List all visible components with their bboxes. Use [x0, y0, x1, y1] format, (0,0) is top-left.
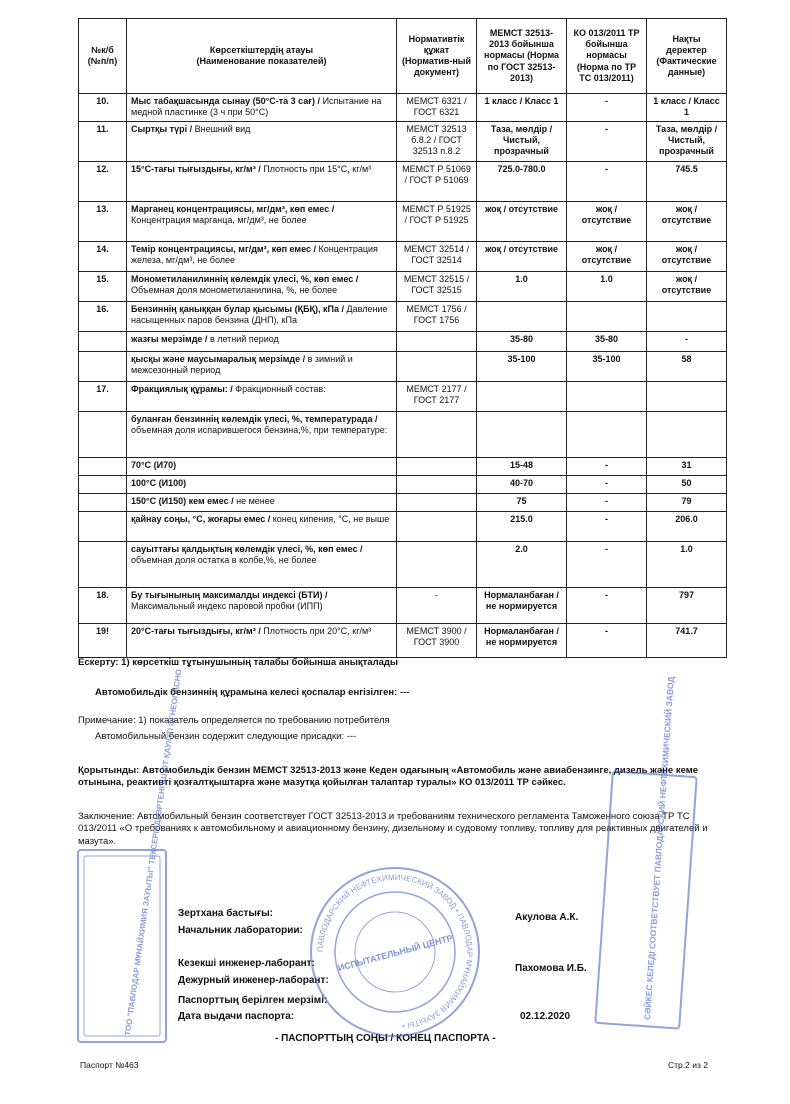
col-doc-header: Нормативтік құжат (Норматив-ный документ)	[397, 19, 477, 94]
left-stamp-text: ТОО "ПАВЛОДАР МҰНАЙХИМИЯ ЗАУЫТЫ" ТЕКСЕРІЛДІ ӨРТЕНГІШ ОТ ҚАУІПТІ ОГНЕОПАСНО	[123, 668, 184, 1037]
row-number	[79, 541, 127, 587]
indicator-name-ru: не менее	[236, 495, 275, 506]
actual-value: Таза, мөлдір / Чистый, прозрачный	[647, 121, 727, 161]
actual-value	[647, 381, 727, 411]
indicator-name	[127, 161, 397, 201]
tr-norm: -	[567, 94, 647, 122]
tr-norm: жоқ / отсутствие	[567, 201, 647, 241]
indicator-name	[127, 94, 397, 122]
normative-doc: МЕМСТ 6321 / ГОСТ 6321	[397, 94, 477, 122]
normative-doc: МЕМСТ Р 51925 / ГОСТ Р 51925	[397, 201, 477, 241]
lab-head-label-ru: Начальник лаборатории:	[178, 925, 303, 936]
indicator-name-ru: в зимний и межсезонный период	[131, 353, 353, 375]
normative-doc	[397, 457, 477, 475]
conclusion-ru: Заключение: Автомобильный бензин соответствует ГОСТ 32513-2013 и требованиям технического регламента Таможенного союза ТР ТС 013/2011 «О требованиях к автомобильному и авиационному бензину, дизельному и судовому топливу, топливу для реактивных двигателей и мазута».	[78, 811, 708, 847]
col-name-ru: (Наименование показателей)	[196, 56, 327, 66]
row-number	[79, 457, 127, 475]
table-row	[79, 457, 727, 475]
indicator-name	[127, 457, 397, 475]
actual-value: 79	[647, 493, 727, 511]
actual-value: жоқ / отсутствие	[647, 241, 727, 271]
indicator-name-ru: объемная доля испарившегося бензина,%, при температуре:	[131, 424, 388, 435]
actual-value: 31	[647, 457, 727, 475]
indicator-name-ru: конец кипения, °С, не выше	[272, 513, 390, 524]
indicator-name	[127, 241, 397, 271]
gost-norm: 1 класс / Класс 1	[477, 94, 567, 122]
note-ru: Примечание: 1) показатель определяется по требованию потребителя	[78, 715, 390, 726]
table-header-row	[79, 19, 727, 94]
gost-norm: 35-100	[477, 351, 567, 381]
table-row	[79, 121, 727, 161]
indicator-name-kk: Монометиланилиннің көлемдік үлесі, %, көп емес /	[131, 273, 359, 284]
gost-norm	[477, 411, 567, 457]
normative-doc: МЕМСТ 3900 / ГОСТ 3900	[397, 623, 477, 657]
col-fact-header: Нақты деректер (Фактические данные)	[647, 19, 727, 94]
gost-norm	[477, 301, 567, 331]
tr-norm: -	[567, 493, 647, 511]
col-num-header: №к/б (№п/п)	[79, 19, 127, 94]
normative-doc	[397, 351, 477, 381]
table-row	[79, 475, 727, 493]
gost-norm: 725.0-780.0	[477, 161, 567, 201]
row-number	[79, 411, 127, 457]
indicator-name	[127, 331, 397, 351]
col-tr-header: КО 013/2011 ТР бойынша нормасы (Норма по ТР ТС 013/2011)	[567, 19, 647, 94]
actual-value: жоқ / отсутствие	[647, 271, 727, 301]
normative-doc	[397, 475, 477, 493]
row-number	[79, 511, 127, 541]
indicator-name	[127, 493, 397, 511]
normative-doc: -	[397, 587, 477, 623]
indicator-name	[127, 271, 397, 301]
indicator-name	[127, 381, 397, 411]
indicator-name-ru: Максимальный индекс паровой пробки (ИПП)	[131, 600, 323, 611]
gost-norm: Таза, мөлдір / Чистый, прозрачный	[477, 121, 567, 161]
lab-head-name: Акулова А.К.	[515, 912, 579, 923]
gost-norm: 40-70	[477, 475, 567, 493]
lab-head-label-kk: Зертхана бастығы:	[178, 908, 273, 919]
table-row	[79, 351, 727, 381]
tr-norm: -	[567, 121, 647, 161]
indicator-name-ru: Фракционный состав:	[235, 383, 326, 394]
row-number: 12.	[79, 161, 127, 201]
right-stamp	[598, 676, 694, 1030]
note-kk: Ескерту: 1) көрсеткіш тұтынушының талабы бойынша анықталады	[78, 657, 399, 668]
table-row	[79, 493, 727, 511]
tr-norm	[567, 411, 647, 457]
row-number: 11.	[79, 121, 127, 161]
indicator-name-ru: объемная доля остатка в колбе,%, не более	[131, 554, 317, 565]
conclusion-kk: Қорытынды: Автомобильдік бензин МЕМСТ 32513-2013 және Кеден одағының «Автомобиль және авиабензинге, дизель және кеме отынына, реактивті қозғалтқыштарға және мазутқа қойылған талаптар туралы» КО 013/2011 ТР сәйкес.	[78, 765, 699, 789]
gost-norm: 1.0	[477, 271, 567, 301]
gost-norm: 2.0	[477, 541, 567, 587]
row-number: 16.	[79, 301, 127, 331]
actual-value: 58	[647, 351, 727, 381]
tr-norm: 35-100	[567, 351, 647, 381]
indicator-name	[127, 541, 397, 587]
indicator-name-kk: 15°С-тағы тығыздығы, кг/м³ /	[131, 163, 261, 174]
normative-doc: МЕМСТ Р 51069 / ГОСТ Р 51069	[397, 161, 477, 201]
issue-date-value: 02.12.2020	[520, 1011, 571, 1022]
col-name-kk: Көрсеткіштердің атауы	[209, 44, 314, 55]
tr-norm: -	[567, 511, 647, 541]
indicator-name-ru: Испытание на медной пластинке (3 ч при 50°С)	[131, 96, 382, 118]
indicator-name-ru: в летний период	[209, 333, 279, 344]
table-row	[79, 587, 727, 623]
row-number: 10.	[79, 94, 127, 122]
normative-doc: МЕМСТ 2177 / ГОСТ 2177	[397, 381, 477, 411]
actual-value: 206.0	[647, 511, 727, 541]
row-number: 17.	[79, 381, 127, 411]
row-number	[79, 493, 127, 511]
row-number	[79, 331, 127, 351]
table-row	[79, 301, 727, 331]
col-gost-header: МЕМСТ 32513-2013 бойынша нормасы (Норма по ГОСТ 32513-2013)	[477, 19, 567, 94]
table-row	[79, 511, 727, 541]
indicator-name	[127, 411, 397, 457]
tr-norm: жоқ / отсутствие	[567, 241, 647, 271]
row-number: 14.	[79, 241, 127, 271]
indicator-name-kk: қысқы және маусымаралық мерзімде /	[131, 353, 306, 364]
engineer-label-ru: Дежурный инженер-лаборант:	[178, 975, 329, 986]
normative-doc: МЕМСТ 1756 / ГОСТ 1756	[397, 301, 477, 331]
engineer-name: Пахомова И.Б.	[515, 963, 587, 974]
normative-doc: МЕМСТ 32513 б.8.2 / ГОСТ 32513 п.8.2	[397, 121, 477, 161]
gost-norm: 75	[477, 493, 567, 511]
normative-doc	[397, 493, 477, 511]
gost-norm: 215.0	[477, 511, 567, 541]
gost-norm: жоқ / отсутствие	[477, 201, 567, 241]
indicator-name-kk: 20°С-тағы тығыздығы, кг/м³ /	[131, 625, 261, 636]
actual-value: жоқ / отсутствие	[647, 201, 727, 241]
tr-norm	[567, 301, 647, 331]
table-row	[79, 331, 727, 351]
table-row	[79, 623, 727, 657]
tr-norm: -	[567, 587, 647, 623]
normative-doc: МЕМСТ 32514 / ГОСТ 32514	[397, 241, 477, 271]
gost-norm: 35-80	[477, 331, 567, 351]
indicator-name-ru: Плотность при 15°С, кг/м³	[263, 163, 372, 174]
indicator-name-kk: жазғы мерзімде /	[131, 333, 208, 344]
indicator-name-kk: 70°С (И70)	[131, 459, 177, 470]
table-body	[79, 94, 727, 658]
indicator-name	[127, 301, 397, 331]
indicator-name-kk: Бу тығынының максималды индексі (БТИ) /	[131, 589, 328, 600]
table-row	[79, 381, 727, 411]
row-number	[79, 475, 127, 493]
table-row	[79, 411, 727, 457]
actual-value	[647, 301, 727, 331]
indicator-name-kk: буланған бензиннің көлемдік үлесі, %, температурада /	[131, 413, 378, 424]
indicator-name-ru: Плотность при 20°С, кг/м³	[263, 625, 372, 636]
tr-norm: 1.0	[567, 271, 647, 301]
row-number: 18.	[79, 587, 127, 623]
indicator-name	[127, 623, 397, 657]
table-row	[79, 241, 727, 271]
page-number: Стр.2 из 2	[668, 1060, 708, 1070]
actual-value: 741.7	[647, 623, 727, 657]
table-row	[79, 541, 727, 587]
indicator-name	[127, 587, 397, 623]
actual-value: 745.5	[647, 161, 727, 201]
normative-doc	[397, 541, 477, 587]
passport-number: Паспорт №463	[80, 1060, 139, 1070]
indicator-name-kk: 100°С (И100)	[131, 477, 187, 488]
normative-doc	[397, 511, 477, 541]
gost-norm: Нормаланбаған / не нормируется	[477, 623, 567, 657]
actual-value	[647, 411, 727, 457]
issue-date-label-ru: Дата выдачи паспорта:	[178, 1011, 295, 1022]
additives-kk: Автомобильдік бензиннің құрамына келесі қоспалар енгізілген: ---	[95, 687, 410, 698]
normative-doc	[397, 411, 477, 457]
indicator-name-ru: Объемная доля монометиланилина, %, не более	[131, 284, 338, 295]
normative-doc	[397, 331, 477, 351]
tr-norm: 35-80	[567, 331, 647, 351]
indicator-name-ru: Концентрация железа, мг/дм³, не более	[131, 243, 378, 265]
gost-norm: жоқ / отсутствие	[477, 241, 567, 271]
right-stamp-text: СӘЙКЕС КЕЛЕДІ СООТВЕТСТВУЕТ ПАВЛОДАРСКИЙ НЕФТЕХИМИЧЕСКИЙ ЗАВОД	[642, 676, 676, 1021]
table-row	[79, 201, 727, 241]
table-row	[79, 271, 727, 301]
actual-value: 50	[647, 475, 727, 493]
row-number: 15.	[79, 271, 127, 301]
indicators-table	[78, 18, 727, 658]
indicator-name-ru: Внешний вид	[194, 123, 251, 134]
round-stamp-ring-text: ПАВЛОДАРСКИЙ НЕФТЕХИМИЧЕСКИЙ ЗАВОД • ПАВЛОДАР МҰНАЙХИМИЯ ЗАУЫТЫ •	[315, 872, 475, 1031]
additives-ru: Автомобильный бензин содержит следующие присадки: ---	[95, 731, 357, 742]
actual-value: 797	[647, 587, 727, 623]
indicator-name	[127, 121, 397, 161]
issue-date-label-kk: Паспорттың берілген мерзімі:	[178, 995, 328, 1006]
tr-norm: -	[567, 541, 647, 587]
tr-norm: -	[567, 623, 647, 657]
actual-value: 1.0	[647, 541, 727, 587]
round-stamp	[305, 862, 485, 1042]
passport-end-line: - ПАСПОРТТЫҢ СОҢЫ / КОНЕЦ ПАСПОРТА -	[275, 1033, 496, 1044]
indicator-name-kk: Марганец концентрациясы, мг/дм³, көп емес /	[131, 203, 335, 214]
indicator-name-kk: 150°С (И150) кем емес /	[131, 495, 234, 506]
indicator-name	[127, 475, 397, 493]
row-number	[79, 351, 127, 381]
indicator-name-kk: Сыртқы түрі /	[131, 123, 193, 134]
normative-doc: МЕМСТ 32515 / ГОСТ 32515	[397, 271, 477, 301]
indicator-name-kk: Фракциялық құрамы: /	[131, 383, 233, 394]
round-stamp-center-text: ИСПЫТАТЕЛЬНЫЙ ЦЕНТР	[336, 932, 454, 974]
gost-norm: 15-48	[477, 457, 567, 475]
indicator-name	[127, 511, 397, 541]
indicator-name-kk: Темір концентрациясы, мг/дм³, көп емес /	[131, 243, 316, 254]
col-name-header	[127, 19, 397, 94]
row-number: 19!	[79, 623, 127, 657]
indicator-name-kk: сауыттағы қалдықтың көлемдік үлесі, %, көп емес /	[131, 543, 363, 554]
indicator-name-kk: Мыс табақшасында сынау (50°С-та 3 сағ) /	[131, 96, 321, 106]
gost-norm: Нормаланбаған / не нормируется	[477, 587, 567, 623]
table-row	[79, 94, 727, 122]
tr-norm	[567, 381, 647, 411]
indicator-name-kk: қайнау соңы, °С, жоғары емес /	[131, 513, 271, 524]
actual-value: 1 класс / Класс 1	[647, 94, 727, 122]
tr-norm: -	[567, 475, 647, 493]
engineer-label-kk: Кезекші инженер-лаборант:	[178, 958, 315, 969]
indicator-name	[127, 351, 397, 381]
tr-norm: -	[567, 161, 647, 201]
table-row	[79, 161, 727, 201]
indicator-name-ru: Давление насыщенных паров бензина (ДНП), кПа	[131, 303, 388, 325]
row-number: 13.	[79, 201, 127, 241]
gost-norm	[477, 381, 567, 411]
indicator-name	[127, 201, 397, 241]
actual-value: -	[647, 331, 727, 351]
indicator-name-kk: Бензиннің қаныққан булар қысымы (ҚБҚ), кПа /	[131, 303, 345, 314]
tr-norm: -	[567, 457, 647, 475]
left-stamp	[72, 668, 184, 1046]
indicator-name-ru: Концентрация марганца, мг/дм³, не более	[131, 214, 307, 225]
